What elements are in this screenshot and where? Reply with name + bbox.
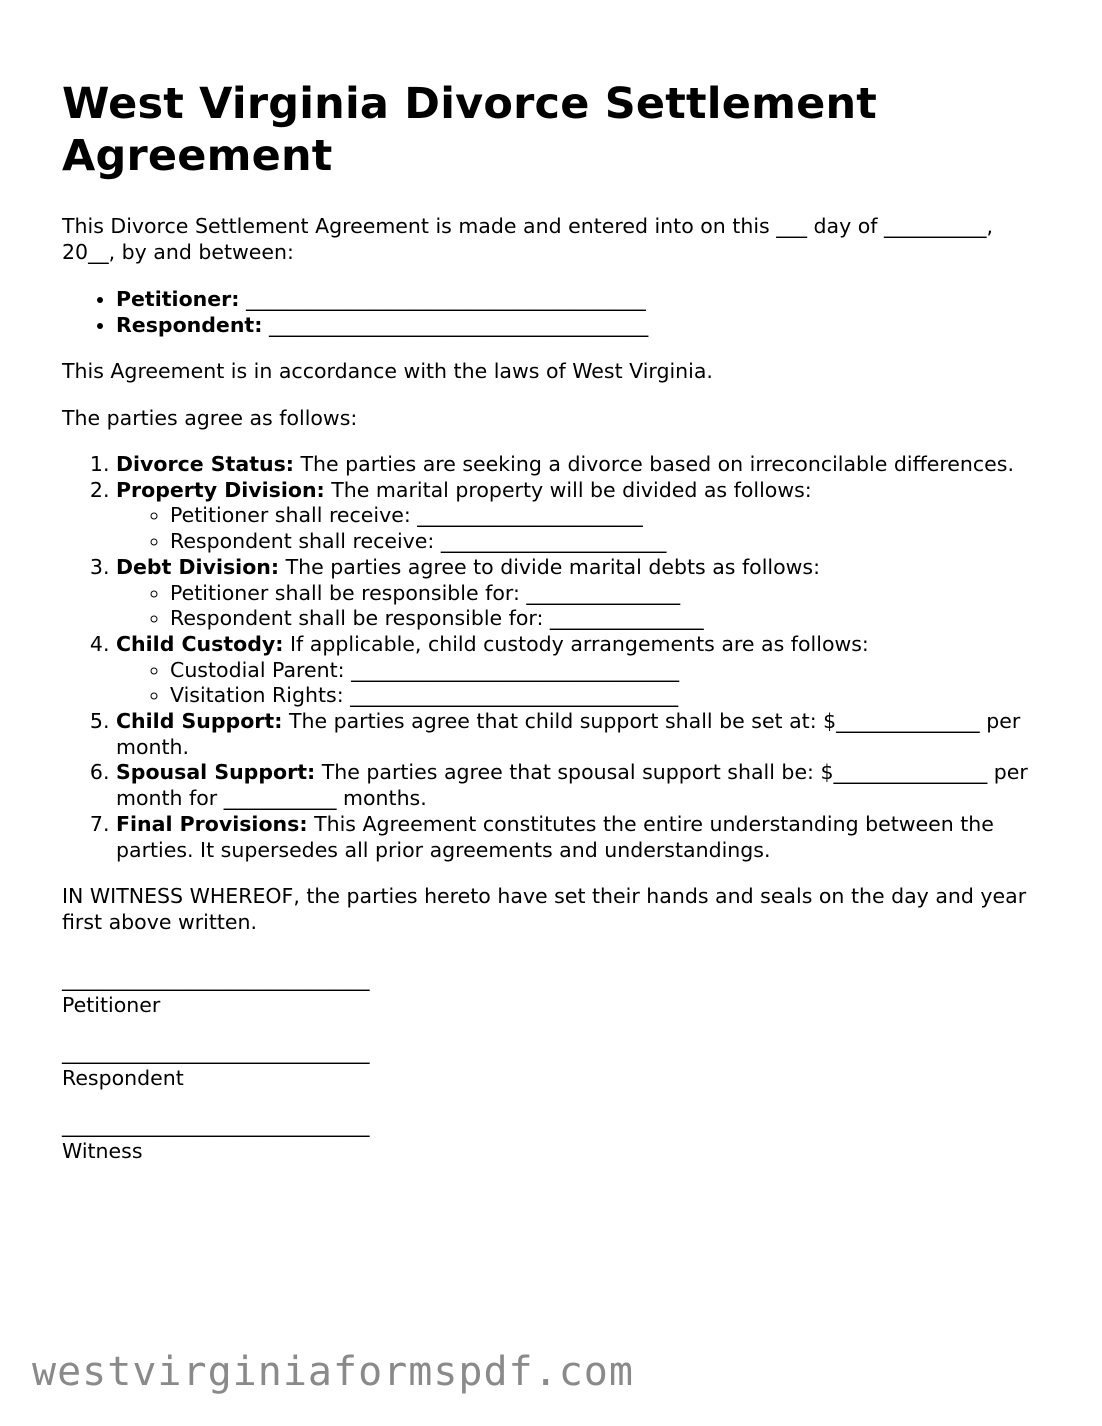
party-respondent [116, 312, 1052, 338]
document-title: West Virginia Divorce Settlement Agreement [62, 79, 878, 181]
sub-item: ◦ Visitation Rights: ________________________________ [170, 683, 1052, 709]
property-sublist [116, 503, 1052, 554]
term-text: The parties agree that spousal support shall be: $_______________ per month for ___________ months. [116, 760, 1028, 811]
signature-petitioner [62, 967, 1052, 1018]
sub-item: ◦ Respondent shall receive: ______________________ [170, 529, 1052, 555]
term-label: Property Division: [116, 477, 325, 502]
signature-witness [62, 1113, 1052, 1164]
party-label: Petitioner: [116, 287, 240, 311]
signature-label: Petitioner [62, 992, 161, 1017]
term-text: If applicable, child custody arrangements are as follows: [290, 631, 869, 656]
law-statement: This Agreement is in accordance with the laws of West Virginia. [62, 359, 713, 383]
party-blank: _____________________________________ [268, 313, 649, 337]
term-divorce-status [116, 452, 1052, 478]
term-text: The parties agree that child support shall be set at: $______________ per month. [116, 709, 1021, 759]
custody-sublist [116, 658, 1052, 709]
sub-item: ◦ Petitioner shall receive: ______________________ [170, 503, 1052, 529]
debt-sublist [116, 581, 1052, 632]
term-label: Final Provisions: [116, 811, 308, 836]
term-label: Debt Division: [116, 554, 280, 579]
term-label: Spousal Support: [116, 760, 316, 785]
term-final-provisions [116, 812, 1052, 863]
terms-list [62, 452, 1052, 863]
signature-label: Witness [62, 1138, 143, 1163]
term-property-division [116, 478, 1052, 555]
term-text: The parties agree to divide marital debts as follows: [285, 554, 821, 579]
signature-block [62, 967, 1052, 1164]
signature-respondent [62, 1040, 1052, 1091]
parties-list [62, 286, 1052, 338]
party-label: Respondent: [116, 313, 263, 337]
signature-line: ______________________________ [62, 1040, 370, 1065]
witness-statement: IN WITNESS WHEREOF, the parties hereto have set their hands and seals on the day and year first above written. [62, 884, 1027, 934]
term-debt-division [116, 555, 1052, 632]
site-watermark: westvirginiaformspdf.com [32, 1349, 634, 1395]
term-child-custody [116, 632, 1052, 709]
party-blank: _______________________________________ [246, 287, 646, 311]
signature-label: Respondent [62, 1065, 184, 1090]
agree-statement: The parties agree as follows: [62, 405, 358, 430]
term-label: Child Custody: [116, 631, 284, 656]
term-label: Divorce Status: [116, 452, 294, 476]
sub-item: ◦ Petitioner shall be responsible for: _______________ [170, 581, 1052, 607]
party-petitioner [116, 286, 1052, 312]
signature-line: ______________________________ [62, 967, 370, 992]
term-child-support [116, 709, 1052, 760]
term-text: The marital property will be divided as follows: [331, 477, 812, 502]
sub-item: ◦ Respondent shall be responsible for: _______________ [170, 606, 1052, 632]
term-label: Child Support: [116, 709, 283, 734]
signature-line: ______________________________ [62, 1113, 370, 1138]
intro-paragraph: This Divorce Settlement Agreement is made and entered into on this ___ day of __________, 20__, by and between: [62, 214, 994, 264]
sub-item: ◦ Custodial Parent: ________________________________ [170, 658, 1052, 684]
term-spousal-support [116, 760, 1052, 811]
document-page [62, 78, 1052, 1186]
term-text: This Agreement constitutes the entire understanding between the parties. It supersedes all prior agreements and understandings. [116, 811, 994, 862]
term-text: The parties are seeking a divorce based on irreconcilable differences. [300, 452, 1014, 476]
